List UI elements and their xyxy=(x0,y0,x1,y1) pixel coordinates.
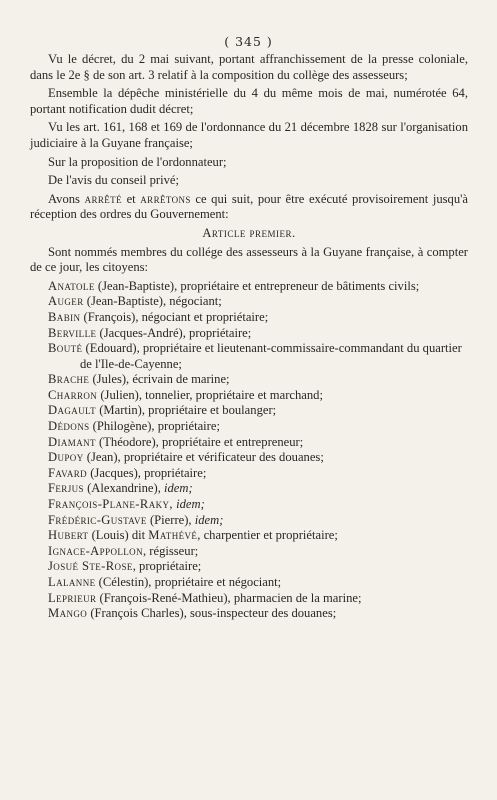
member-name: Charron xyxy=(48,387,98,402)
member-detail: , régisseur; xyxy=(143,543,199,558)
member-detail: (Louis) dit xyxy=(88,528,149,543)
member-detail-2: , charpentier et propriétaire; xyxy=(197,528,338,543)
member-name: Lalanne xyxy=(48,575,96,589)
member-detail: (François Charles), sous-inspecteur des douanes; xyxy=(87,606,337,621)
member-entry xyxy=(48,388,468,404)
member-entry xyxy=(48,279,468,295)
member-name: Ferjus xyxy=(48,481,84,496)
article-heading: Article premier. xyxy=(202,225,296,240)
member-entry xyxy=(48,435,468,451)
member-entry xyxy=(48,294,468,310)
member-entry xyxy=(48,419,468,435)
member-alias: Mathévé xyxy=(148,528,198,543)
member-entry xyxy=(48,341,468,372)
member-name: Frédéric-Gustave xyxy=(48,512,147,527)
member-detail: (Edouard), propriétaire et lieutenant-commissaire-commandant du quartier de l'Ile-de-Cayenne; xyxy=(80,341,462,371)
member-name: Hubert xyxy=(48,528,89,543)
member-entry xyxy=(48,497,468,513)
member-entry xyxy=(48,310,468,326)
paragraph-arrete xyxy=(30,192,468,223)
member-detail: (Philogène), propriétaire; xyxy=(89,419,220,434)
member-entry xyxy=(48,544,468,560)
arrete-prefix: Avons xyxy=(48,191,85,206)
member-entry xyxy=(48,466,468,482)
member-idem: idem; xyxy=(164,481,193,496)
member-detail: (François-René-Mathieu), pharmacien de la marine; xyxy=(96,590,362,605)
paragraph-proposition: Sur la proposition de l'ordonnateur; xyxy=(48,154,227,169)
member-name: Berville xyxy=(48,325,97,340)
member-detail: , propriétaire; xyxy=(132,559,202,574)
member-detail: (Julien), tonnelier, propriétaire et marchand; xyxy=(97,387,323,402)
paragraph-articles: Vu les art. 161, 168 et 169 de l'ordonnance du 21 décembre 1828 sur l'organisation judiciaire à la Guyane française; xyxy=(30,120,468,150)
member-detail: (Jules), écrivain de marine; xyxy=(89,372,230,387)
paragraph-avis: De l'avis du conseil privé; xyxy=(48,173,179,188)
member-name: Dédons xyxy=(48,419,90,434)
member-entry xyxy=(48,481,468,497)
member-name: Leprieur xyxy=(48,590,97,605)
member-idem: idem; xyxy=(194,512,224,527)
member-name: Brache xyxy=(48,372,90,387)
members-intro: Sont nommés membres du collége des assesseurs à la Guyane française, à compter de ce jour, les citoyens: xyxy=(30,244,468,275)
member-detail: (Jacques-André), propriétaire; xyxy=(96,325,252,340)
member-detail: (Jacques), propriétaire; xyxy=(87,465,207,480)
member-name: Anatole xyxy=(48,278,95,293)
arrete-suffix: ce qui suit, pour être exécuté provisoirement jusqu'à réception des ordres du Gouvernement: xyxy=(30,191,469,222)
member-detail: (François), négociant et propriétaire; xyxy=(80,309,269,324)
member-entry xyxy=(48,372,468,388)
member-entry xyxy=(48,528,468,544)
member-name: Favard xyxy=(48,465,88,480)
member-name: Auger xyxy=(48,294,84,309)
members-list xyxy=(30,279,468,622)
member-detail: (Alexandrine), xyxy=(83,481,164,496)
member-name: Dupoy xyxy=(48,450,84,465)
member-name: Mango xyxy=(48,606,88,621)
member-entry xyxy=(48,326,468,342)
member-name: Bouté xyxy=(48,341,83,356)
member-detail: (Pierre), xyxy=(146,512,195,527)
member-detail: (Théodore), propriétaire et entrepreneur; xyxy=(95,434,304,449)
paragraph-depeche: Ensemble la dépêche ministérielle du 4 du même mois de mai, numérotée 64, portant notification dudit décret; xyxy=(30,86,468,116)
member-detail: (Jean-Baptiste), négociant; xyxy=(83,294,222,309)
member-entry xyxy=(48,513,468,529)
page-number: ( 345 ) xyxy=(224,34,273,49)
paragraph-decree: Vu le décret, du 2 mai suivant, portant affranchissement de la presse coloniale, dans le 2e § de son art. 3 relatif à la composition du collège des assesseurs; xyxy=(30,52,468,82)
member-detail: (Martin), propriétaire et boulanger; xyxy=(96,403,277,418)
member-name: Babin xyxy=(48,309,81,324)
member-name: Diamant xyxy=(48,434,96,449)
member-entry xyxy=(48,450,468,466)
member-name: Josué Ste-Rose xyxy=(48,559,133,574)
member-entry xyxy=(48,559,468,575)
member-detail: (Célestin), propriétaire et négociant; xyxy=(95,575,282,589)
member-entry xyxy=(48,591,468,607)
arrete-conj: et xyxy=(121,191,141,206)
member-entry xyxy=(48,606,468,622)
member-name: Ignace-Appollon xyxy=(48,543,143,558)
body-text xyxy=(30,52,468,622)
member-name: François-Plane-Raky, xyxy=(48,497,173,512)
member-detail: (Jean), propriétaire et vérificateur des douanes; xyxy=(83,450,324,465)
member-detail: (Jean-Baptiste), propriétaire et entrepreneur de bâtiments civils; xyxy=(94,278,420,293)
member-name: Dagault xyxy=(48,403,97,418)
member-idem: idem; xyxy=(176,497,205,512)
arrete-word: arrêté xyxy=(84,191,122,206)
member-entry xyxy=(48,403,468,419)
arretons-word: arrêtons xyxy=(140,191,191,206)
member-entry xyxy=(48,575,468,591)
